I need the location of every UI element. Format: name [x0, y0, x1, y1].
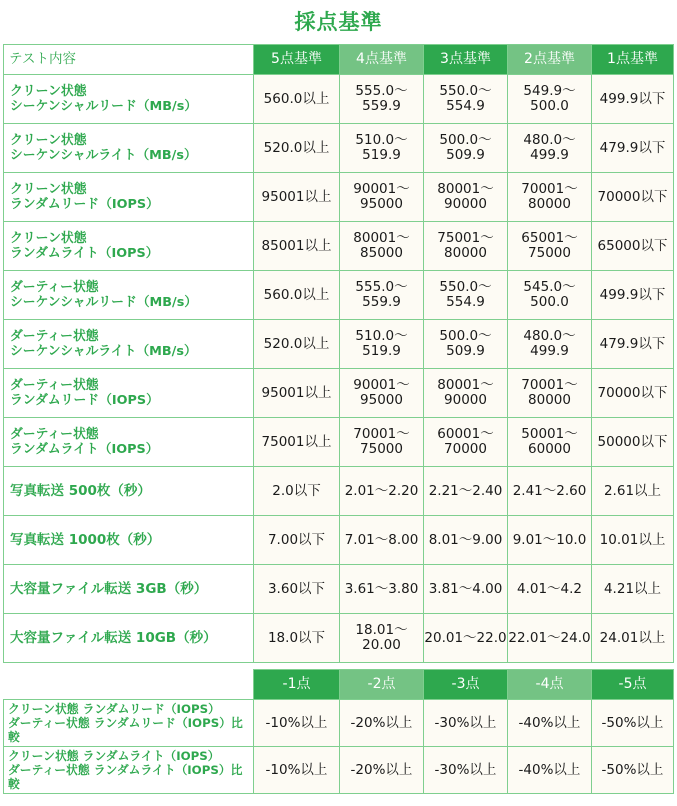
score-cell: [254, 124, 340, 173]
score-cell: [424, 747, 508, 794]
penalty-row: [4, 747, 674, 794]
score-value: 60000: [528, 441, 571, 457]
score-cell: [424, 614, 508, 663]
score-value: 80000: [528, 392, 571, 408]
score-value: 3.60以下: [267, 580, 326, 597]
score-cell: [592, 173, 674, 222]
score-value: 90000: [444, 196, 487, 212]
score-value: 520.0以上: [263, 139, 330, 156]
score-value: 2.01〜2.20: [344, 482, 419, 499]
score-value: 2.61以上: [603, 482, 662, 499]
score-value: 519.9: [362, 343, 401, 359]
score-cell: [254, 565, 340, 614]
score-value: -20%以上: [350, 761, 413, 778]
score-cell: [592, 614, 674, 663]
score-value: 18.0以下: [267, 629, 326, 646]
score-value: 18.01〜: [355, 622, 408, 638]
test-label: [4, 173, 254, 222]
score-value: 479.9以下: [599, 335, 666, 352]
test-label: [4, 271, 254, 320]
score-cell: [508, 467, 592, 516]
score-value: 550.0〜: [439, 83, 492, 99]
score-cell: [424, 222, 508, 271]
score-value: -50%以上: [601, 714, 664, 731]
score-cell: [508, 418, 592, 467]
score-cell: [340, 124, 424, 173]
score-cell: [424, 75, 508, 124]
test-label: [4, 614, 254, 663]
score-value: 85001以上: [261, 237, 332, 254]
score-cell: [424, 124, 508, 173]
test-label-line: 大容量ファイル転送 3GB（秒）: [10, 580, 208, 597]
test-label-line: ダーティー状態 ランダムライト（IOPS）比較: [8, 763, 243, 791]
score-value: 480.0〜: [523, 132, 576, 148]
score-value: 2.41〜2.60: [512, 482, 587, 499]
score-value: 8.01〜9.00: [428, 531, 503, 548]
score-value: 75001以上: [261, 433, 332, 450]
score-value: 7.00以下: [267, 531, 326, 548]
test-label-line: シーケンシャルライト（MB/s）: [10, 148, 197, 163]
score-cell: [592, 467, 674, 516]
score-value: 500.0: [530, 294, 569, 310]
test-label-line: ダーティー状態: [10, 427, 99, 442]
score-cell: [340, 747, 424, 794]
score-value: 70001〜: [521, 181, 578, 197]
score-cell: [592, 516, 674, 565]
score-cell: [508, 700, 592, 747]
scoring-row: [4, 565, 674, 614]
scoring-row: [4, 320, 674, 369]
score-value: 499.9以下: [599, 286, 666, 303]
score-cell: [254, 516, 340, 565]
score-value: 499.9: [530, 147, 569, 163]
score-value: 4.01〜4.2: [516, 580, 583, 597]
score-value: 545.0〜: [523, 279, 576, 295]
test-label-line: クリーン状態 ランダムリード（IOPS）: [8, 702, 220, 716]
header-5pt: 5点基準: [254, 45, 340, 75]
score-value: 24.01以上: [599, 629, 666, 646]
score-cell: [340, 614, 424, 663]
header-2pt: 2点基準: [508, 45, 592, 75]
scoring-row: [4, 124, 674, 173]
scoring-row: [4, 516, 674, 565]
test-label: [4, 467, 254, 516]
scoring-row: [4, 173, 674, 222]
penalty-header-row: [4, 670, 674, 700]
scoring-row: [4, 75, 674, 124]
score-value: 2.0以下: [272, 482, 321, 499]
score-cell: [340, 516, 424, 565]
test-label-line: ダーティー状態: [10, 378, 99, 393]
score-value: -30%以上: [434, 761, 497, 778]
score-value: 70000以下: [597, 188, 668, 205]
score-value: 500.0〜: [439, 132, 492, 148]
test-label-line: 写真転送 1000枚（秒）: [10, 531, 161, 548]
score-value: 7.01〜8.00: [344, 531, 419, 548]
score-cell: [508, 565, 592, 614]
score-value: 3.61〜3.80: [344, 580, 419, 597]
score-cell: [424, 320, 508, 369]
scoring-table: [3, 44, 674, 663]
score-cell: [592, 565, 674, 614]
score-cell: [508, 747, 592, 794]
header-minus2: -2点: [340, 670, 424, 700]
score-value: 60001〜: [437, 426, 494, 442]
score-cell: [340, 418, 424, 467]
score-value: 555.0〜: [355, 83, 408, 99]
test-label-line: クリーン状態: [10, 231, 87, 246]
score-value: 75001〜: [437, 230, 494, 246]
score-value: 510.0〜: [355, 132, 408, 148]
score-cell: [592, 271, 674, 320]
score-value: 499.9以下: [599, 90, 666, 107]
test-label: [4, 747, 254, 794]
score-cell: [508, 614, 592, 663]
score-value: 555.0〜: [355, 279, 408, 295]
score-value: 480.0〜: [523, 328, 576, 344]
score-value: 65000以下: [597, 237, 668, 254]
score-value: 70001〜: [353, 426, 410, 442]
score-cell: [340, 75, 424, 124]
score-value: 509.9: [446, 147, 485, 163]
score-cell: [508, 271, 592, 320]
score-value: 479.9以下: [599, 139, 666, 156]
test-label-line: ランダムライト（IOPS）: [10, 246, 159, 261]
score-cell: [340, 320, 424, 369]
score-cell: [424, 369, 508, 418]
scoring-row: [4, 467, 674, 516]
score-cell: [424, 700, 508, 747]
score-value: -10%以上: [265, 761, 328, 778]
score-value: 50000以下: [597, 433, 668, 450]
score-cell: [424, 173, 508, 222]
scoring-header-row: [4, 45, 674, 75]
score-value: 20.01〜22.0: [424, 629, 507, 646]
score-value: -10%以上: [265, 714, 328, 731]
score-value: 80001〜: [437, 377, 494, 393]
score-cell: [592, 222, 674, 271]
score-cell: [508, 173, 592, 222]
score-value: 554.9: [446, 294, 485, 310]
score-value: 90001〜: [353, 181, 410, 197]
score-value: 4.21以上: [603, 580, 662, 597]
score-value: 3.81〜4.00: [428, 580, 503, 597]
header-4pt: 4点基準: [340, 45, 424, 75]
test-label-line: クリーン状態: [10, 133, 87, 148]
test-label: [4, 418, 254, 467]
score-cell: [592, 747, 674, 794]
header-3pt: 3点基準: [424, 45, 508, 75]
score-cell: [340, 173, 424, 222]
score-cell: [254, 747, 340, 794]
scoring-row: [4, 271, 674, 320]
header-1pt: 1点基準: [592, 45, 674, 75]
score-value: 550.0〜: [439, 279, 492, 295]
score-value: 22.01〜24.0: [508, 629, 591, 646]
scoring-row: [4, 614, 674, 663]
score-cell: [592, 418, 674, 467]
score-value: 80000: [528, 196, 571, 212]
score-value: 2.21〜2.40: [428, 482, 503, 499]
score-cell: [254, 467, 340, 516]
score-value: 80001〜: [353, 230, 410, 246]
test-label: [4, 700, 254, 747]
score-cell: [254, 700, 340, 747]
score-cell: [254, 271, 340, 320]
test-label-line: シーケンシャルリード（MB/s）: [10, 295, 198, 310]
header-test-content: テスト内容: [4, 45, 254, 75]
score-cell: [592, 75, 674, 124]
test-label: [4, 75, 254, 124]
scoring-row: [4, 418, 674, 467]
test-label-line: シーケンシャルリード（MB/s）: [10, 99, 198, 114]
score-value: 95000: [360, 392, 403, 408]
score-value: 559.9: [362, 98, 401, 114]
score-cell: [508, 516, 592, 565]
score-cell: [254, 369, 340, 418]
score-cell: [254, 173, 340, 222]
score-value: 20.00: [362, 637, 401, 653]
score-value: 65001〜: [521, 230, 578, 246]
score-value: 80001〜: [437, 181, 494, 197]
score-value: 510.0〜: [355, 328, 408, 344]
header-minus5: -5点: [592, 670, 674, 700]
score-cell: [254, 75, 340, 124]
score-value: 90000: [444, 392, 487, 408]
score-value: 500.0: [530, 98, 569, 114]
score-value: 559.9: [362, 294, 401, 310]
score-value: 519.9: [362, 147, 401, 163]
scoring-row: [4, 369, 674, 418]
score-cell: [508, 320, 592, 369]
score-cell: [340, 369, 424, 418]
score-value: 549.9〜: [523, 83, 576, 99]
score-cell: [424, 418, 508, 467]
score-value: 80000: [444, 245, 487, 261]
header-minus4: -4点: [508, 670, 592, 700]
score-cell: [508, 222, 592, 271]
score-cell: [508, 369, 592, 418]
score-cell: [592, 369, 674, 418]
score-value: 499.9: [530, 343, 569, 359]
test-label-line: ダーティー状態 ランダムリード（IOPS）比較: [8, 716, 243, 744]
score-value: 70001〜: [521, 377, 578, 393]
test-label: [4, 320, 254, 369]
score-cell: [592, 320, 674, 369]
test-label-line: クリーン状態 ランダムライト（IOPS）: [8, 749, 220, 763]
score-value: 50001〜: [521, 426, 578, 442]
score-value: -50%以上: [601, 761, 664, 778]
test-label-line: クリーン状態: [10, 84, 87, 99]
test-label: [4, 222, 254, 271]
score-value: -30%以上: [434, 714, 497, 731]
score-cell: [424, 271, 508, 320]
score-value: 95001以上: [261, 384, 332, 401]
score-value: 90001〜: [353, 377, 410, 393]
test-label-line: 写真転送 500枚（秒）: [10, 482, 151, 499]
score-value: 70000: [444, 441, 487, 457]
score-cell: [254, 614, 340, 663]
score-value: -20%以上: [350, 714, 413, 731]
header-minus3: -3点: [424, 670, 508, 700]
score-value: 85000: [360, 245, 403, 261]
score-value: 560.0以上: [263, 286, 330, 303]
test-label: [4, 565, 254, 614]
score-value: 10.01以上: [599, 531, 666, 548]
score-value: 9.01〜10.0: [512, 531, 587, 548]
score-cell: [592, 700, 674, 747]
score-cell: [592, 124, 674, 173]
test-label-line: クリーン状態: [10, 182, 87, 197]
header-minus1: -1点: [254, 670, 340, 700]
score-value: 75000: [360, 441, 403, 457]
score-value: 554.9: [446, 98, 485, 114]
score-cell: [508, 124, 592, 173]
score-value: 95001以上: [261, 188, 332, 205]
test-label: [4, 369, 254, 418]
test-label-line: ダーティー状態: [10, 329, 99, 344]
penalty-header-blank: [4, 670, 254, 700]
score-cell: [340, 222, 424, 271]
score-value: 70000以下: [597, 384, 668, 401]
test-label: [4, 516, 254, 565]
score-value: 95000: [360, 196, 403, 212]
page-title: 採点基準: [294, 10, 383, 34]
score-value: 560.0以上: [263, 90, 330, 107]
test-label: [4, 124, 254, 173]
score-cell: [340, 271, 424, 320]
score-value: 75000: [528, 245, 571, 261]
score-cell: [340, 565, 424, 614]
score-cell: [424, 516, 508, 565]
test-label-line: 大容量ファイル転送 10GB（秒）: [10, 629, 217, 646]
test-label-line: ランダムライト（IOPS）: [10, 442, 159, 457]
score-cell: [340, 700, 424, 747]
score-value: -40%以上: [518, 761, 581, 778]
score-value: 520.0以上: [263, 335, 330, 352]
score-cell: [254, 222, 340, 271]
test-label-line: ランダムリード（IOPS）: [10, 393, 159, 408]
score-value: -40%以上: [518, 714, 581, 731]
score-cell: [508, 75, 592, 124]
test-label-line: ダーティー状態: [10, 280, 99, 295]
score-value: 500.0〜: [439, 328, 492, 344]
scoring-row: [4, 222, 674, 271]
score-value: 509.9: [446, 343, 485, 359]
score-cell: [340, 467, 424, 516]
test-label-line: シーケンシャルライト（MB/s）: [10, 344, 197, 359]
score-cell: [254, 418, 340, 467]
penalty-table: [3, 669, 674, 794]
test-label-line: ランダムリード（IOPS）: [10, 197, 159, 212]
score-cell: [254, 320, 340, 369]
score-cell: [424, 565, 508, 614]
penalty-row: [4, 700, 674, 747]
score-cell: [424, 467, 508, 516]
